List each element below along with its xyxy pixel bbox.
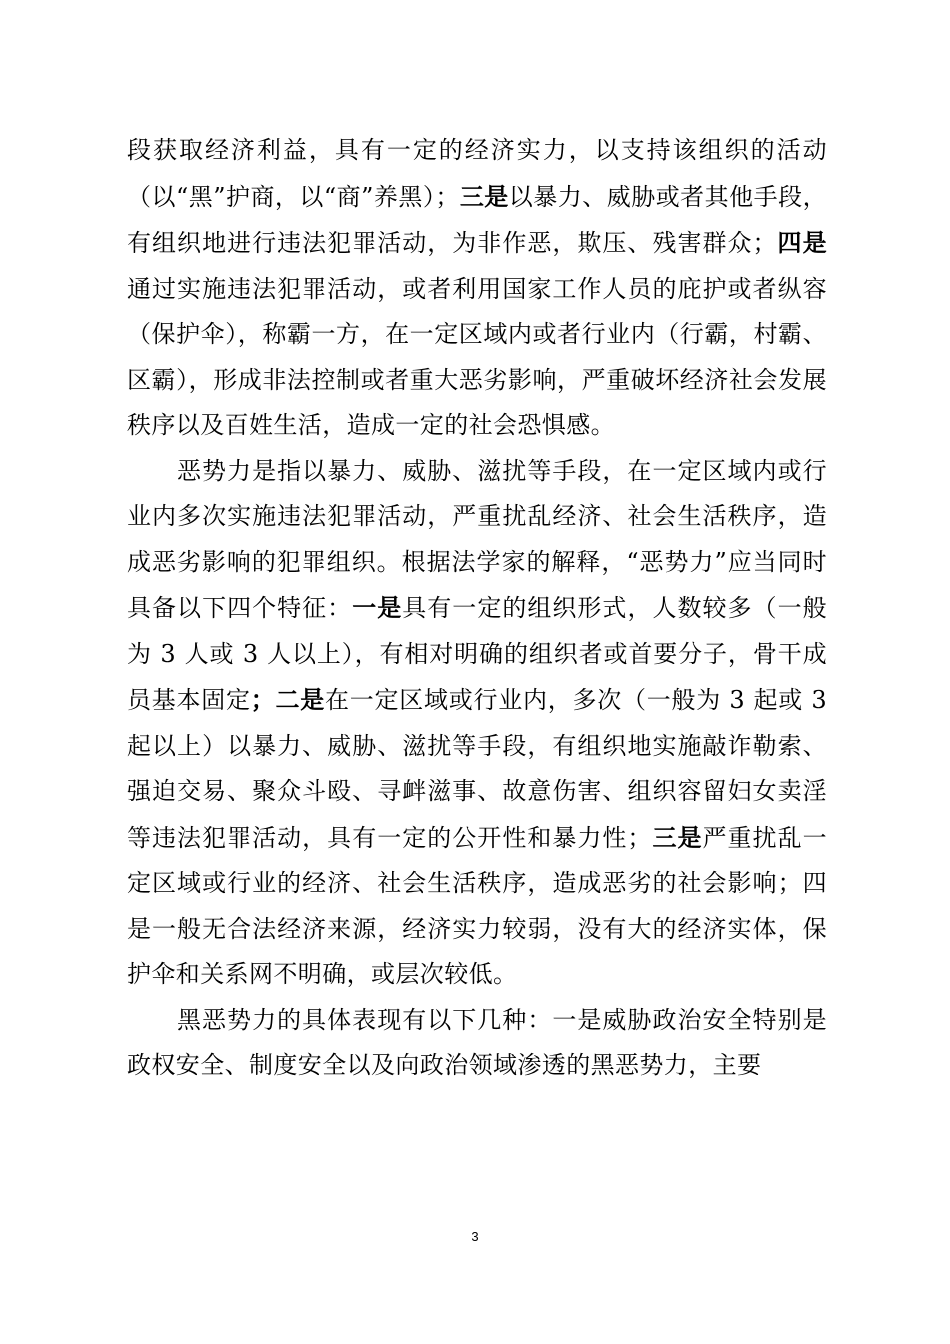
text-segment: 具有一定的组织形式，人数较多（一般为 3 人或 3 人以上），有相对明确的组织者或首要分子，骨干成员基本固定 xyxy=(127,594,827,714)
text-segment: 在一定区域或行业内，多次（一般为 3 起或 3 起以上）以暴力、威胁、滋扰等手段，有组织地实施敲诈勒索、强迫交易、聚众斗殴、寻衅滋事、故意伤害、组织容留妇女卖淫等违法犯罪活动，具有一定的公开性和暴力性； xyxy=(127,686,828,852)
bold-marker-three: 三是 xyxy=(651,822,703,852)
bold-marker-three: 三是 xyxy=(459,181,509,211)
body-text xyxy=(127,128,827,1089)
bold-marker-four: 四是 xyxy=(776,228,827,257)
bold-marker-one: 一是 xyxy=(352,593,403,622)
text-segment: 黑恶势力的具体表现有以下几种：一是威胁政治安全特别是政权安全、制度安全以及向政治领域渗透的黑恶势力，主要 xyxy=(127,1005,827,1079)
paragraph-manifestations xyxy=(127,998,827,1089)
paragraph-continuation xyxy=(127,128,827,449)
text-segment: 通过实施违法犯罪活动，或者利用国家工作人员的庇护或者纵容（保护伞），称霸一方，在一定区域内或者行业内（行霸，村霸、区霸），形成非法控制或者重大恶劣影响，严重破坏经济社会发展秩序以及百姓生活，造成一定的社会恐惧感。 xyxy=(127,274,827,439)
paragraph-evil-forces xyxy=(127,449,827,998)
text-segment: 以暴力、威胁或者其他手段，有组织地进行违法犯罪活动，为非作恶，欺压、残害群众； xyxy=(127,182,827,257)
text-segment: 严重扰乱一定区域或行业的经济、社会生活秩序，造成恶劣的社会影响；四是一般无合法经济来源，经济实力较弱，没有大的经济实体，保护伞和关系网不明确，或层次较低。 xyxy=(127,823,828,988)
bold-marker-two: ；二是 xyxy=(250,685,326,714)
text-segment: 段获取经济利益，具有一定的经济实力，以支持该组织的活动（以“黑”护商，以“商”养黑）； xyxy=(127,136,827,211)
page-number: 3 xyxy=(471,1229,479,1244)
text-segment: 恶势力是指以暴力、威胁、滋扰等手段，在一定区域内或行业内多次实施违法犯罪活动，严重扰乱经济、社会生活秩序，造成恶劣影响的犯罪组织。根据法学家的解释，“恶势力”应当同时具备以下四个特征： xyxy=(127,456,827,622)
